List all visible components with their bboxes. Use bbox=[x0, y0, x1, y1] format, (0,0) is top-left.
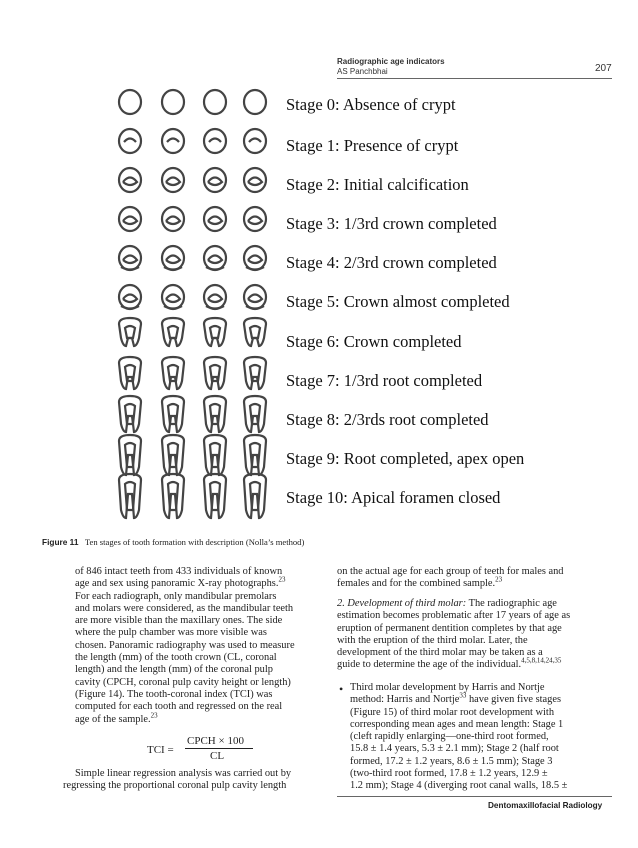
tooth-sketch bbox=[244, 318, 266, 346]
text-line: guide to determine the age of the individual. bbox=[337, 659, 522, 671]
tooth-sketch bbox=[244, 207, 266, 231]
tooth-sketch bbox=[162, 435, 184, 475]
tooth-sketch bbox=[162, 129, 184, 153]
tooth-sketch bbox=[204, 474, 226, 518]
text-line: The radiographic age bbox=[466, 598, 557, 609]
stage-label-9: Stage 9: Root completed, apex open bbox=[286, 449, 525, 468]
tooth-sketch bbox=[204, 285, 226, 309]
tooth-sketch bbox=[119, 396, 141, 432]
text-line: the length (mm) of the tooth crown (CL, coronal bbox=[75, 652, 277, 664]
tooth-sketch bbox=[168, 482, 178, 510]
tooth-sketch bbox=[244, 90, 266, 114]
tooth-sketch bbox=[204, 207, 226, 231]
tooth-sketch bbox=[210, 326, 220, 338]
tooth-sketch bbox=[209, 139, 221, 143]
tooth-sketch bbox=[119, 90, 141, 114]
journal-footer: Dentomaxillofacial Radiology bbox=[488, 801, 603, 810]
tooth-sketch bbox=[119, 318, 141, 346]
header-author: AS Panchbhai bbox=[337, 67, 388, 76]
stage-label-8: Stage 8: 2/3rds root completed bbox=[286, 410, 489, 429]
text-line: females and for the combined sample. bbox=[337, 578, 496, 590]
figure-caption bbox=[42, 537, 304, 547]
citation: 33 bbox=[459, 691, 467, 700]
tooth-sketch bbox=[204, 396, 226, 432]
text-line: age and sex using panoramic X-ray photographs. bbox=[75, 578, 279, 590]
citation: 23 bbox=[278, 575, 286, 584]
section-heading: 2. Development of third molar: bbox=[337, 598, 467, 609]
text-line: eruption of permanent dentition completes by that age bbox=[337, 622, 562, 634]
text-line: have given five stages bbox=[466, 694, 562, 706]
tooth-sketch bbox=[123, 256, 137, 264]
text-line: Simple linear regression analysis was carried out by bbox=[75, 768, 292, 779]
stage-label-5: Stage 5: Crown almost completed bbox=[286, 292, 510, 311]
tooth-sketch bbox=[248, 217, 262, 225]
tooth-sketch bbox=[125, 404, 135, 424]
tooth-sketch bbox=[119, 246, 141, 270]
tooth-sketch bbox=[250, 482, 260, 510]
header-rule bbox=[337, 78, 612, 79]
tooth-sketch bbox=[162, 396, 184, 432]
tooth-sketch bbox=[208, 217, 222, 225]
text-line: with the eruption of the third molar. Later, the bbox=[337, 634, 528, 646]
tooth-sketch bbox=[244, 357, 266, 389]
text-line: (two-third root formed, 17.8 ± 1.2 years, 12.9 ± bbox=[350, 768, 548, 780]
tooth-sketch bbox=[168, 326, 178, 338]
stage-label-10: Stage 10: Apical foramen closed bbox=[286, 488, 501, 507]
stage-label-4: Stage 4: 2/3rd crown completed bbox=[286, 253, 497, 272]
tooth-sketch bbox=[125, 326, 135, 338]
stage-label-1: Stage 1: Presence of crypt bbox=[286, 136, 459, 155]
running-header bbox=[337, 57, 445, 77]
tooth-sketch bbox=[123, 178, 137, 186]
left-column-para1 bbox=[75, 566, 318, 726]
bullet-marker: • bbox=[339, 682, 344, 696]
tooth-sketch bbox=[162, 168, 184, 192]
text-line: Third molar development by Harris and Nortje bbox=[350, 682, 545, 693]
right-column-para1 bbox=[337, 566, 590, 591]
tooth-sketch bbox=[250, 365, 260, 381]
text-line: corresponding mean ages and mean length: Stage 1 bbox=[350, 718, 564, 730]
tooth-sketch bbox=[166, 217, 180, 225]
tooth-sketch bbox=[206, 267, 224, 270]
tooth-sketch bbox=[167, 139, 179, 143]
text-line: are more visible than the maxillary ones. The side bbox=[75, 615, 283, 627]
tooth-sketch bbox=[125, 365, 135, 381]
tooth-sketch bbox=[204, 90, 226, 114]
text-line: and molars were considered, as the mandibular teeth bbox=[75, 602, 294, 614]
tooth-sketch bbox=[123, 217, 137, 225]
stage-label-0: Stage 0: Absence of crypt bbox=[286, 95, 456, 114]
tooth-sketch bbox=[250, 404, 260, 424]
tooth-sketch bbox=[162, 318, 184, 346]
tooth-sketch bbox=[119, 474, 141, 518]
text-line: 1.2 mm); Stage 4 (diverging root canal walls, 18.5 ± bbox=[350, 780, 568, 792]
tooth-sketch bbox=[168, 365, 178, 381]
stage-label-6: Stage 6: Crown completed bbox=[286, 332, 462, 351]
right-column-bullet bbox=[350, 682, 590, 793]
tooth-sketch bbox=[208, 178, 222, 186]
tooth-sketch bbox=[244, 435, 266, 475]
text-line: where the pulp chamber was more visible was bbox=[75, 627, 267, 639]
tooth-sketch bbox=[204, 246, 226, 270]
tooth-sketch bbox=[244, 396, 266, 432]
tooth-sketch bbox=[121, 306, 139, 309]
citation: 23 bbox=[150, 711, 158, 720]
header-title: Radiographic age indicators bbox=[337, 57, 445, 66]
text-line: formed, 17.2 ± 1.2 years, 8.6 ± 1.5 mm); Stage 3 bbox=[350, 755, 553, 767]
tooth-sketch bbox=[119, 357, 141, 389]
tooth-sketch bbox=[244, 129, 266, 153]
text-line: (Figure 14). The tooth-coronal index (TCI) was bbox=[75, 688, 273, 700]
tooth-sketch bbox=[166, 295, 180, 303]
tooth-sketch bbox=[244, 285, 266, 309]
tooth-sketch bbox=[206, 306, 224, 309]
tooth-sketch bbox=[204, 129, 226, 153]
tooth-sketch bbox=[119, 435, 141, 475]
tooth-sketch bbox=[119, 285, 141, 309]
tooth-sketch bbox=[248, 256, 262, 264]
stage-label-2: Stage 2: Initial calcification bbox=[286, 175, 469, 194]
text-line: development of the third molar may be taken as a bbox=[337, 647, 543, 659]
tooth-sketch bbox=[124, 139, 136, 143]
text-line: regressing the proportional coronal pulp cavity length bbox=[63, 780, 287, 792]
equation-denominator: CL bbox=[210, 750, 225, 762]
tooth-sketch bbox=[162, 246, 184, 270]
text-line: age of the sample. bbox=[75, 713, 151, 725]
tooth-sketch bbox=[123, 295, 137, 303]
tooth-sketch bbox=[244, 246, 266, 270]
tooth-sketch bbox=[162, 207, 184, 231]
fraction-bar bbox=[185, 748, 253, 749]
stage-label-7: Stage 7: 1/3rd root completed bbox=[286, 371, 483, 390]
caption-label: Figure 11 bbox=[42, 537, 79, 547]
text-line: 15.8 ± 1.4 years, 5.3 ± 2.1 mm); Stage 2 (half root bbox=[350, 743, 559, 755]
tooth-sketch bbox=[244, 168, 266, 192]
tooth-stages-drawing bbox=[100, 82, 280, 522]
tooth-sketch bbox=[246, 306, 264, 309]
text-line: (Figure 15) of third molar root development with bbox=[350, 706, 555, 718]
tooth-sketch bbox=[162, 474, 184, 518]
right-column-para2 bbox=[337, 598, 590, 672]
text-line: method: Harris and Nortje bbox=[350, 694, 460, 706]
tooth-sketch bbox=[208, 256, 222, 264]
citation: 23 bbox=[495, 575, 503, 584]
tooth-sketch bbox=[210, 365, 220, 381]
tooth-sketch bbox=[204, 168, 226, 192]
tooth-sketch bbox=[162, 90, 184, 114]
tooth-sketch bbox=[204, 357, 226, 389]
tooth-sketch bbox=[210, 404, 220, 424]
text-line: on the actual age for each group of teeth for males and bbox=[337, 566, 564, 577]
tooth-sketch bbox=[250, 326, 260, 338]
tooth-sketch bbox=[119, 129, 141, 153]
text-line: For each radiograph, only mandibular premolars bbox=[75, 590, 277, 602]
text-line: cavity (CPCH, coronal pulp cavity height or length) bbox=[75, 676, 291, 688]
equation-lhs: TCI = bbox=[147, 744, 174, 756]
text-line: chosen. Panoramic radiography was used to measure bbox=[75, 639, 295, 651]
tooth-sketch bbox=[210, 482, 220, 510]
tooth-sketch bbox=[248, 178, 262, 186]
tooth-sketch bbox=[121, 267, 139, 270]
text-line: length) and the length (mm) of the coronal pulp bbox=[75, 664, 273, 676]
equation-numerator: CPCH × 100 bbox=[187, 735, 244, 747]
text-line: (cleft rapidly enlarging—one-third root formed, bbox=[350, 731, 549, 743]
text-line: computed for each tooth and regressed on the real bbox=[75, 701, 283, 713]
tooth-sketch bbox=[166, 178, 180, 186]
tooth-sketch bbox=[244, 474, 266, 518]
tooth-sketch bbox=[164, 306, 182, 309]
tooth-sketch bbox=[119, 168, 141, 192]
tooth-sketch bbox=[208, 295, 222, 303]
page-number: 207 bbox=[595, 63, 612, 74]
tooth-sketch bbox=[168, 404, 178, 424]
tooth-sketch bbox=[162, 285, 184, 309]
caption-text: Ten stages of tooth formation with description (Nolla’s method) bbox=[84, 537, 305, 547]
left-column-para2 bbox=[63, 768, 318, 793]
tooth-sketch bbox=[125, 482, 135, 510]
tooth-sketch bbox=[162, 357, 184, 389]
tooth-sketch bbox=[119, 207, 141, 231]
tooth-sketch bbox=[249, 139, 261, 143]
citation: 4,5,8,14,24,35 bbox=[521, 657, 562, 666]
text-line: of 846 intact teeth from 433 individuals of known bbox=[75, 566, 283, 577]
stage-label-3: Stage 3: 1/3rd crown completed bbox=[286, 214, 497, 233]
tooth-sketch bbox=[164, 267, 182, 270]
tooth-sketch bbox=[204, 318, 226, 346]
tooth-sketch bbox=[204, 435, 226, 475]
text-line: estimation becomes problematic after 17 years of age as bbox=[337, 610, 571, 622]
tooth-sketch bbox=[166, 256, 180, 264]
tooth-sketch bbox=[248, 295, 262, 303]
footer-rule bbox=[337, 796, 612, 797]
tooth-sketch bbox=[246, 267, 264, 270]
